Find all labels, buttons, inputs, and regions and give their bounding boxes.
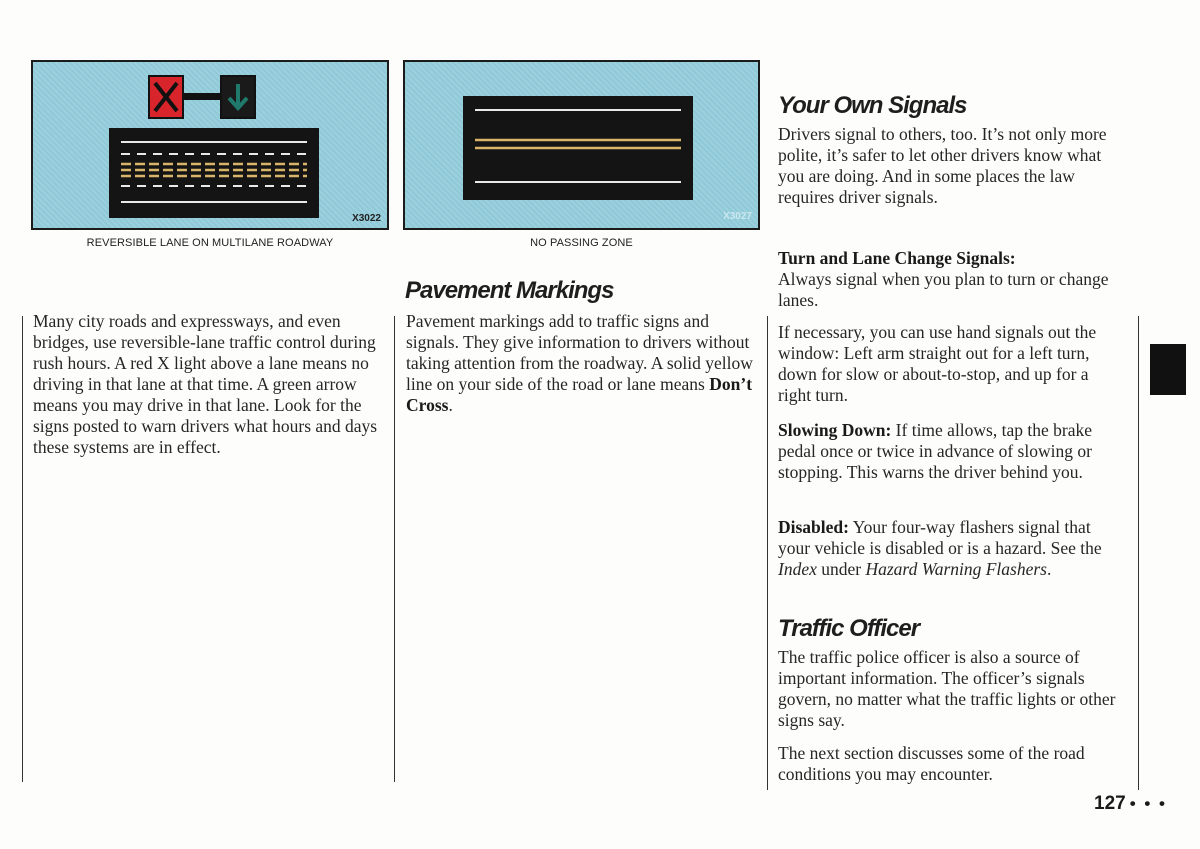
page-number — [1094, 793, 1167, 815]
your-own-signals-heading: Your Own Signals — [778, 92, 967, 119]
reversible-lane-paragraph: Many city roads and expressways, and even bridges, use reversible-lane traffic control during rush hours. A red X light above a lane means no driving in that lane at that time. A green arrow means you may drive in that lane. Look for the signs posted to warn drivers what hours and days these systems are in effect. — [33, 311, 378, 457]
page-number-value: 127 — [1094, 793, 1126, 814]
disabled-text: Your four-way flashers signal that your vehicle is disabled or is a hazard. See the — [778, 517, 1102, 558]
column-rule-left — [22, 316, 23, 782]
no-passing-zone-figure — [403, 60, 760, 230]
pavement-markings-heading: Pavement Markings — [405, 277, 614, 304]
turn-signals-text: Always signal when you plan to turn or change lanes. — [778, 269, 1109, 310]
dont-cross-text: Don’t Cross — [406, 374, 753, 415]
traffic-officer-paragraph: The traffic police officer is also a source of important information. The officer’s signals govern, no matter what the traffic lights or other signs say. — [778, 647, 1116, 730]
disabled-text-end: . — [1047, 559, 1052, 579]
slowing-down-paragraph — [778, 420, 1123, 483]
disabled-text: under — [816, 559, 866, 579]
figure-caption-reversible: REVERSIBLE LANE ON MULTILANE ROADWAY — [86, 237, 334, 249]
column-rule-middle — [394, 316, 395, 782]
page-dots: • • • — [1129, 794, 1168, 813]
signals-intro-paragraph: Drivers signal to others, too. It’s not only more polite, it’s safer to let other drivers know what you are doing. And in some places the law requires driver signals. — [778, 124, 1107, 207]
reversible-lane-illustration — [33, 62, 387, 228]
pavement-text: Pavement markings add to traffic signs and signals. They give information to drivers without taking attention from the roadway. A solid yellow line on your side of the road or lane means — [406, 311, 753, 394]
hand-signals-paragraph: If necessary, you can use hand signals out the window: Left arm straight out for a left turn, down for slow or about-to-stop, and up for a right turn. — [778, 322, 1097, 405]
disabled-paragraph — [778, 517, 1123, 580]
next-section-paragraph: The next section discusses some of the road conditions you may encounter. — [778, 743, 1085, 784]
column-rule-right — [767, 316, 768, 790]
reversible-lane-figure — [31, 60, 389, 230]
hazard-flashers-reference: Hazard Warning Flashers — [865, 559, 1047, 579]
column-rule-far-right — [1138, 316, 1139, 790]
section-tab-marker — [1150, 344, 1186, 395]
pavement-markings-paragraph — [406, 311, 758, 416]
pavement-text-end: . — [448, 395, 453, 415]
figure-code: X3022 — [352, 213, 381, 224]
traffic-officer-heading: Traffic Officer — [778, 615, 920, 642]
turn-signals-paragraph — [778, 248, 1123, 311]
turn-signals-label: Turn and Lane Change Signals: — [778, 248, 1016, 268]
figure-code: X3027 — [723, 211, 752, 222]
index-reference: Index — [778, 559, 817, 579]
disabled-label: Disabled: — [778, 517, 849, 537]
slowing-down-text: If time allows, tap the brake pedal once or twice in advance of slowing or stopping. This warns the driver behind you. — [778, 420, 1092, 482]
no-passing-zone-illustration — [405, 62, 758, 228]
slowing-down-label: Slowing Down: — [778, 420, 892, 440]
figure-caption-no-passing: NO PASSING ZONE — [530, 237, 633, 249]
